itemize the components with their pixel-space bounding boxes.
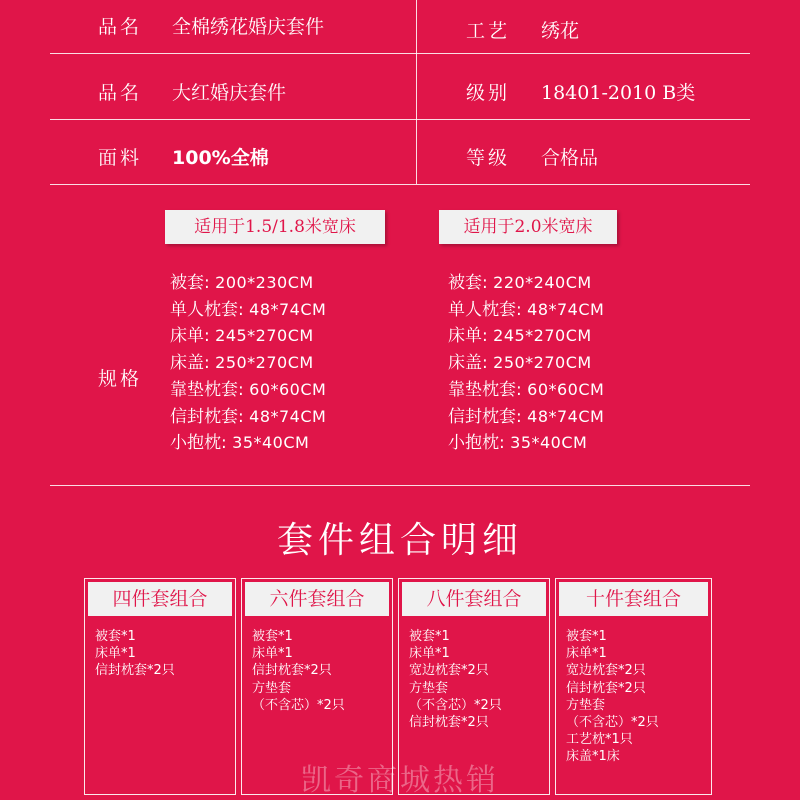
combo-items [252,628,392,714]
spec-item: 靠垫枕套: 60*60CM [448,379,605,400]
list-item: （不含芯）*2只 [409,697,502,713]
list-item: 被套*1 [95,629,136,644]
spec-item: 信封枕套: 48*74CM [448,406,605,427]
combo-title: 十件套组合 [559,582,708,616]
spec-list-1518 [170,270,326,457]
section-title: 套件组合明细 [276,520,523,561]
list-item: （不含芯）*2只 [252,697,345,713]
list-item: 信封枕套*2只 [95,663,175,679]
spec-item: 床盖: 250*270CM [448,353,592,374]
list-item: 床单*1 [409,646,450,662]
row2-right-label: 级别 [466,82,511,104]
spec-item: 被套: 220*240CM [448,273,592,293]
list-item: 信封枕套*2只 [566,680,646,696]
spec-item: 小抱枕: 35*40CM [448,433,588,454]
divider [50,53,750,54]
size-heading-1518: 适用于1.5/1.8米宽床 [165,210,385,244]
list-item: 床单*1 [95,646,136,662]
list-item: （不含芯）*2只 [566,715,659,731]
list-item: 信封枕套*2只 [409,715,489,731]
size-heading-20: 适用于2.0米宽床 [439,210,617,244]
spec-item: 信封枕套: 48*74CM [170,406,327,427]
divider [50,485,750,486]
combo-items [409,628,549,731]
row3-right-label: 等级 [466,147,511,169]
combo-title: 六件套组合 [245,582,389,616]
list-item: 信封枕套*2只 [252,663,332,679]
spec-label: 规格 [98,368,143,390]
list-item: 被套*1 [252,629,293,644]
list-item: 被套*1 [566,629,607,644]
combo-items [566,628,711,766]
spec-item: 床单: 245*270CM [448,326,592,347]
combo-items [95,628,235,680]
row3-left-label: 面料 [98,147,143,169]
spec-item: 床盖: 250*270CM [170,353,314,374]
combo-title: 四件套组合 [88,582,232,616]
divider [50,119,750,120]
list-item: 宽边枕套*2只 [566,663,646,679]
list-item: 床单*1 [566,646,607,662]
spec-item: 床单: 245*270CM [170,326,314,347]
spec-item: 被套: 200*230CM [170,273,314,293]
row2-right-value: 18401-2010 B类 [541,82,696,104]
row3-right-value: 合格品 [541,147,599,169]
spec-item: 单人枕套: 48*74CM [170,299,327,320]
list-item: 被套*1 [409,629,450,644]
column-divider [416,0,417,184]
row2-left-value: 大红婚庆套件 [172,82,287,104]
list-item: 方垫套 [252,680,292,696]
row3-left-value: 100%全棉 [172,147,269,169]
row1-left-label: 品名 [98,16,143,38]
combo-title: 八件套组合 [402,582,546,616]
list-item: 工艺枕*1只 [566,732,633,748]
list-item: 床单*1 [252,646,293,662]
list-item: 方垫套 [566,697,606,713]
list-item: 宽边枕套*2只 [409,663,489,679]
spec-list-20 [448,270,604,457]
spec-item: 单人枕套: 48*74CM [448,299,605,320]
spec-item: 靠垫枕套: 60*60CM [170,379,327,400]
list-item: 方垫套 [409,680,449,696]
list-item: 床盖*1床 [566,749,620,765]
row1-right-label: 工艺 [466,20,511,42]
spec-item: 小抱枕: 35*40CM [170,433,310,454]
row1-left-value: 全棉绣花婚庆套件 [172,16,325,38]
row1-right-value: 绣花 [541,20,580,42]
watermark: 凯奇商城热销 [301,763,499,798]
row2-left-label: 品名 [98,82,143,104]
divider [50,184,750,185]
